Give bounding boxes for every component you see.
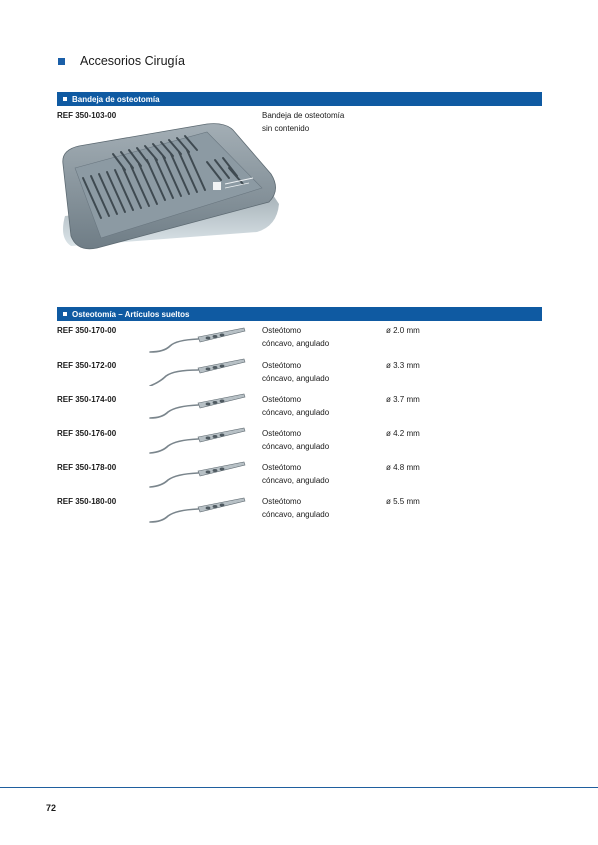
- product-description: [262, 393, 329, 419]
- product-description: [262, 359, 329, 385]
- description-line: sin contenido: [262, 124, 310, 133]
- osteotome-image: [148, 426, 248, 454]
- diameter-value: ø 4.2 mm: [386, 429, 420, 438]
- product-description: [262, 461, 329, 487]
- section-title: Bandeja de osteotomía: [72, 94, 160, 104]
- osteotome-image: [148, 460, 248, 488]
- osteotome-image: [148, 358, 248, 386]
- description-line: Osteótomo: [262, 429, 302, 438]
- ref-number: REF 350-172-00: [57, 361, 117, 370]
- osteotome-image: [148, 326, 248, 354]
- description-line: Osteótomo: [262, 497, 302, 506]
- diameter-value: ø 3.7 mm: [386, 395, 420, 404]
- description-line: cóncavo, angulado: [262, 476, 330, 485]
- square-bullet-icon: [63, 312, 67, 316]
- description-line: Bandeja de osteotomía: [262, 111, 345, 120]
- description-line: cóncavo, angulado: [262, 374, 330, 383]
- product-description: [262, 427, 329, 453]
- description-line: cóncavo, angulado: [262, 339, 330, 348]
- square-bullet-icon: [58, 58, 65, 65]
- diameter-value: ø 5.5 mm: [386, 497, 420, 506]
- tray-image: [57, 120, 281, 264]
- description-line: cóncavo, angulado: [262, 442, 330, 451]
- page-title: Accesorios Cirugía: [80, 54, 185, 68]
- square-bullet-icon: [63, 97, 67, 101]
- section-bar-osteotomes: [57, 307, 542, 321]
- description-line: Osteótomo: [262, 326, 302, 335]
- product-description: [262, 324, 329, 350]
- diameter-value: ø 4.8 mm: [386, 463, 420, 472]
- section-title: Osteotomía – Artículos sueltos: [72, 309, 190, 319]
- description-line: Osteótomo: [262, 361, 302, 370]
- diameter-value: ø 3.3 mm: [386, 361, 420, 370]
- osteotome-image: [148, 496, 248, 524]
- ref-number: REF 350-180-00: [57, 497, 117, 506]
- osteotome-image: [148, 392, 248, 420]
- page-header: [58, 54, 185, 68]
- diameter-value: ø 2.0 mm: [386, 326, 420, 335]
- ref-number: REF 350-103-00: [57, 111, 117, 120]
- description-line: Osteótomo: [262, 395, 302, 404]
- page-number: 72: [46, 803, 57, 813]
- ref-number: REF 350-170-00: [57, 326, 117, 335]
- footer-divider: [0, 787, 598, 788]
- description-line: cóncavo, angulado: [262, 408, 330, 417]
- ref-number: REF 350-176-00: [57, 429, 117, 438]
- ref-number: REF 350-174-00: [57, 395, 117, 404]
- description-line: Osteótomo: [262, 463, 302, 472]
- description-line: cóncavo, angulado: [262, 510, 330, 519]
- section-bar-tray: [57, 92, 542, 106]
- ref-number: REF 350-178-00: [57, 463, 117, 472]
- product-description: [262, 495, 329, 521]
